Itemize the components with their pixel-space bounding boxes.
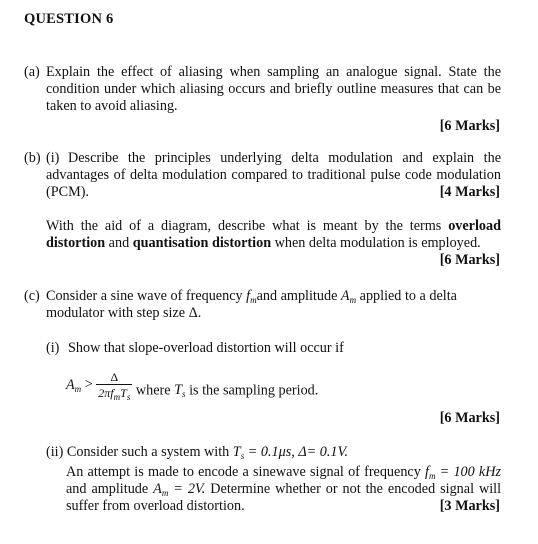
part-b-ii-text — [46, 218, 501, 252]
part-c-i-text: Show that slope-overload distortion will occur if — [68, 340, 344, 356]
ineq-am: $A_m$ — [66, 376, 82, 394]
part-b-ii-marks: [6 Marks] — [439, 252, 500, 268]
part-c-ii-marks: [3 Marks] — [439, 498, 500, 514]
part-b-i-marks: [4 Marks] — [439, 184, 500, 200]
part-c-intro: Consider a sine wave of frequency $f_mand$ amplitude $A_m$ applied to a delta modulator with step size Δ. — [46, 288, 457, 321]
part-c-i-marks: [6 Marks] — [439, 410, 500, 426]
symbol-am: $A_m$ — [340, 288, 357, 305]
term-quantisation-distortion: quantisation distortion — [132, 235, 272, 251]
ineq-gt: > — [84, 376, 93, 393]
ineq-fraction — [96, 370, 132, 400]
part-c-ii-text-2: An attempt is made to encode a sinewave signal of frequency — [66, 464, 421, 480]
am-value: = 2V. — [173, 481, 206, 497]
ineq-numerator: Δ — [110, 370, 119, 384]
part-c-ii-text-4: Determine whether or not the encoded signal will suffer from overload distortion. — [66, 481, 502, 514]
part-b-ii-text-2: and — [108, 235, 130, 251]
term-overload-distortion: overload distortion — [46, 218, 501, 251]
symbol-delta: Δ — [188, 305, 198, 321]
part-c-label: (c) — [24, 288, 40, 304]
part-c-ii-equation: = 0.1μs, Δ= 0.1V. — [247, 444, 348, 460]
symbol-ts: $T_s$ — [232, 444, 245, 461]
part-c-intro-3: applied to a delta modulator with step size — [46, 288, 457, 321]
part-b-ii-text-1: With the aid of a diagram, describe what is meant by the terms — [46, 218, 442, 234]
part-c-ii-text-1: Consider such a system with — [66, 444, 230, 460]
question-title: QUESTION 6 — [24, 11, 114, 27]
part-c-i-label: (i) — [46, 340, 60, 356]
part-c-intro-2: and amplitude — [256, 288, 338, 304]
part-b-i-label: (i) — [46, 150, 60, 166]
part-c-ii-line-1 — [46, 444, 348, 461]
part-c-ii-text — [66, 464, 501, 515]
slope-overload-inequality — [66, 370, 318, 400]
part-a-label: (a) — [24, 64, 40, 80]
part-c-ii-label: (ii) — [46, 444, 64, 460]
fm-value: = 100 kHz — [439, 464, 501, 480]
ineq-denominator: $2\pi f_mT_s$ — [98, 386, 131, 402]
part-c-ii-text-3: and amplitude — [66, 481, 149, 497]
part-b-i-text: Describe the principles underlying delta modulation and explain the advantages of delta modulation compared to traditional pulse code modulation (PCM). — [46, 150, 501, 200]
part-a-text: Explain the effect of aliasing when sampling an analogue signal. State the condition under which aliasing occurs and briefly outline measures that can be taken to avoid aliasing. — [46, 64, 501, 114]
symbol-fm-2: $f_m$ — [425, 464, 436, 481]
part-b-label: (b) — [24, 150, 41, 166]
part-c-intro-1: Consider a sine wave of frequency — [46, 288, 243, 304]
part-b-ii-text-3: when delta modulation is employed. — [274, 235, 481, 251]
symbol-am-2: $A_m$ — [153, 481, 169, 498]
symbol-fm: $f_m$ — [246, 288, 257, 305]
part-a-marks: [6 Marks] — [439, 118, 500, 134]
where-clause: where $T_s$ is the sampling period. — [135, 382, 319, 400]
